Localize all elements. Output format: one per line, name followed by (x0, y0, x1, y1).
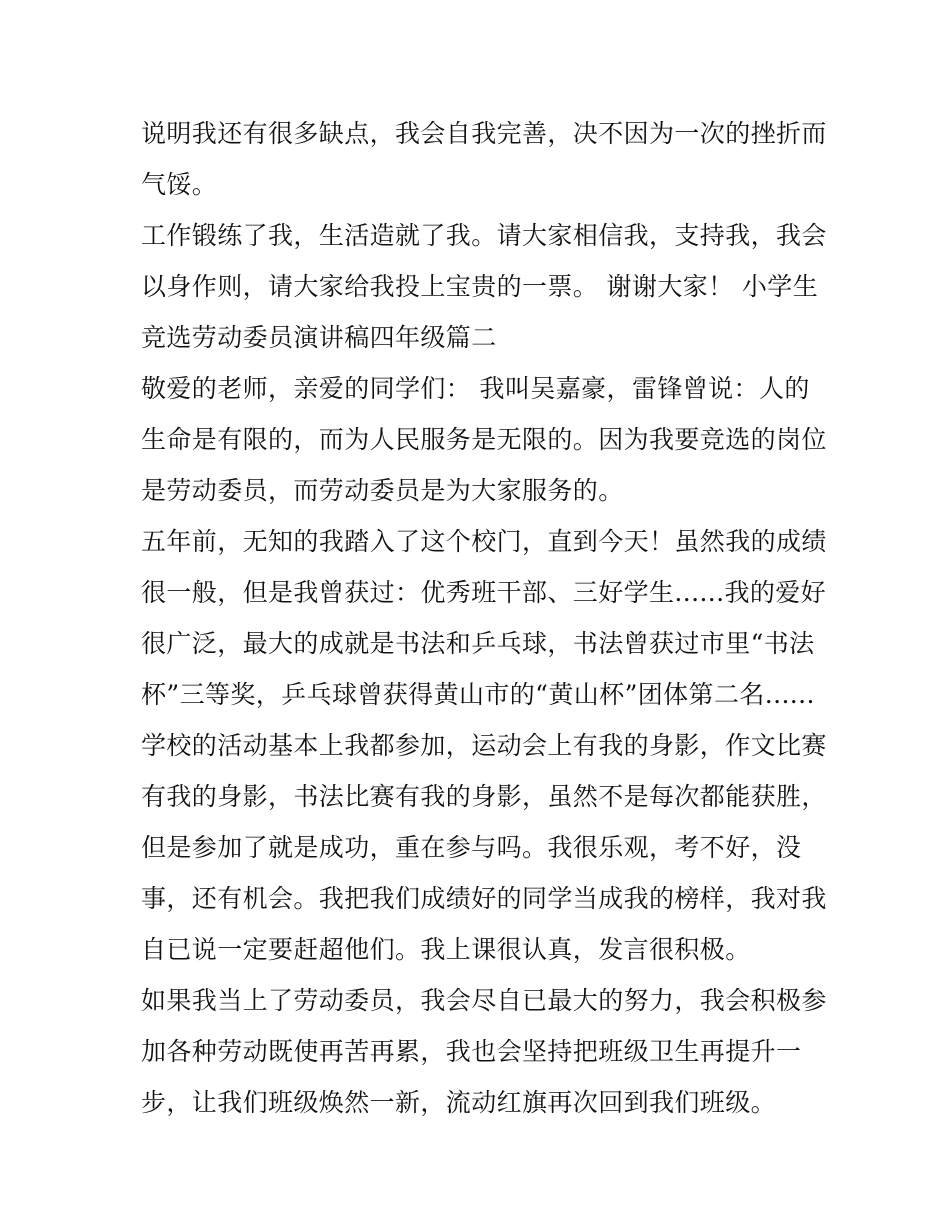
text-line: 有我的身影，书法比赛有我的身影，虽然不是每次都能获胜， (141, 782, 827, 811)
text-line: 以身作则，请大家给我投上宝贵的一票。 谢谢大家！ 小学生 (141, 272, 819, 301)
text-line: 杯”三等奖，乒乓球曾获得黄山市的“黄山杯”团体第二名...... (141, 680, 815, 709)
text-line: 步，让我们班级焕然一新，流动红旗再次回到我们班级。 (141, 1088, 777, 1117)
text-line: 工作锻练了我，生活造就了我。请大家相信我，支持我，我会 (141, 221, 827, 250)
text-line: 事，还有机会。我把我们成绩好的同学当成我的榜样，我对我 (141, 884, 827, 913)
text-line: 很一般，但是我曾获过：优秀班干部、三好学生......我的爱好 (141, 578, 827, 607)
text-line: 加各种劳动既使再苦再累，我也会坚持把班级卫生再提升一 (141, 1037, 802, 1066)
document-body (141, 108, 827, 1128)
text-line: 五年前，无知的我踏入了这个校门，直到今天！虽然我的成绩 (141, 527, 827, 556)
text-line: 但是参加了就是成功，重在参与吗。我很乐观，考不好，没 (141, 833, 802, 862)
text-line: 气馁。 (141, 170, 218, 199)
text-line: 很广泛，最大的成就是书法和乒乓球，书法曾获过市里“书法 (141, 629, 815, 658)
text-line: 敬爱的老师，亲爱的同学们： 我叫吴嘉豪，雷锋曾说：人的 (141, 374, 810, 403)
section-heading-line: 竞选劳动委员演讲稿四年级篇二 (141, 323, 497, 352)
text-line: 自已说一定要赶超他们。我上课很认真，发言很积极。 (141, 935, 751, 964)
text-line: 学校的活动基本上我都参加，运动会上有我的身影，作文比赛 (141, 731, 827, 760)
text-line: 如果我当上了劳动委员，我会尽自已最大的努力，我会积极参 (141, 986, 827, 1015)
text-line: 生命是有限的，而为人民服务是无限的。因为我要竞选的岗位 (141, 425, 827, 454)
text-line: 是劳动委员，而劳动委员是为大家服务的。 (141, 476, 624, 505)
text-line: 说明我还有很多缺点，我会自我完善，决不因为一次的挫折而 (141, 119, 827, 148)
